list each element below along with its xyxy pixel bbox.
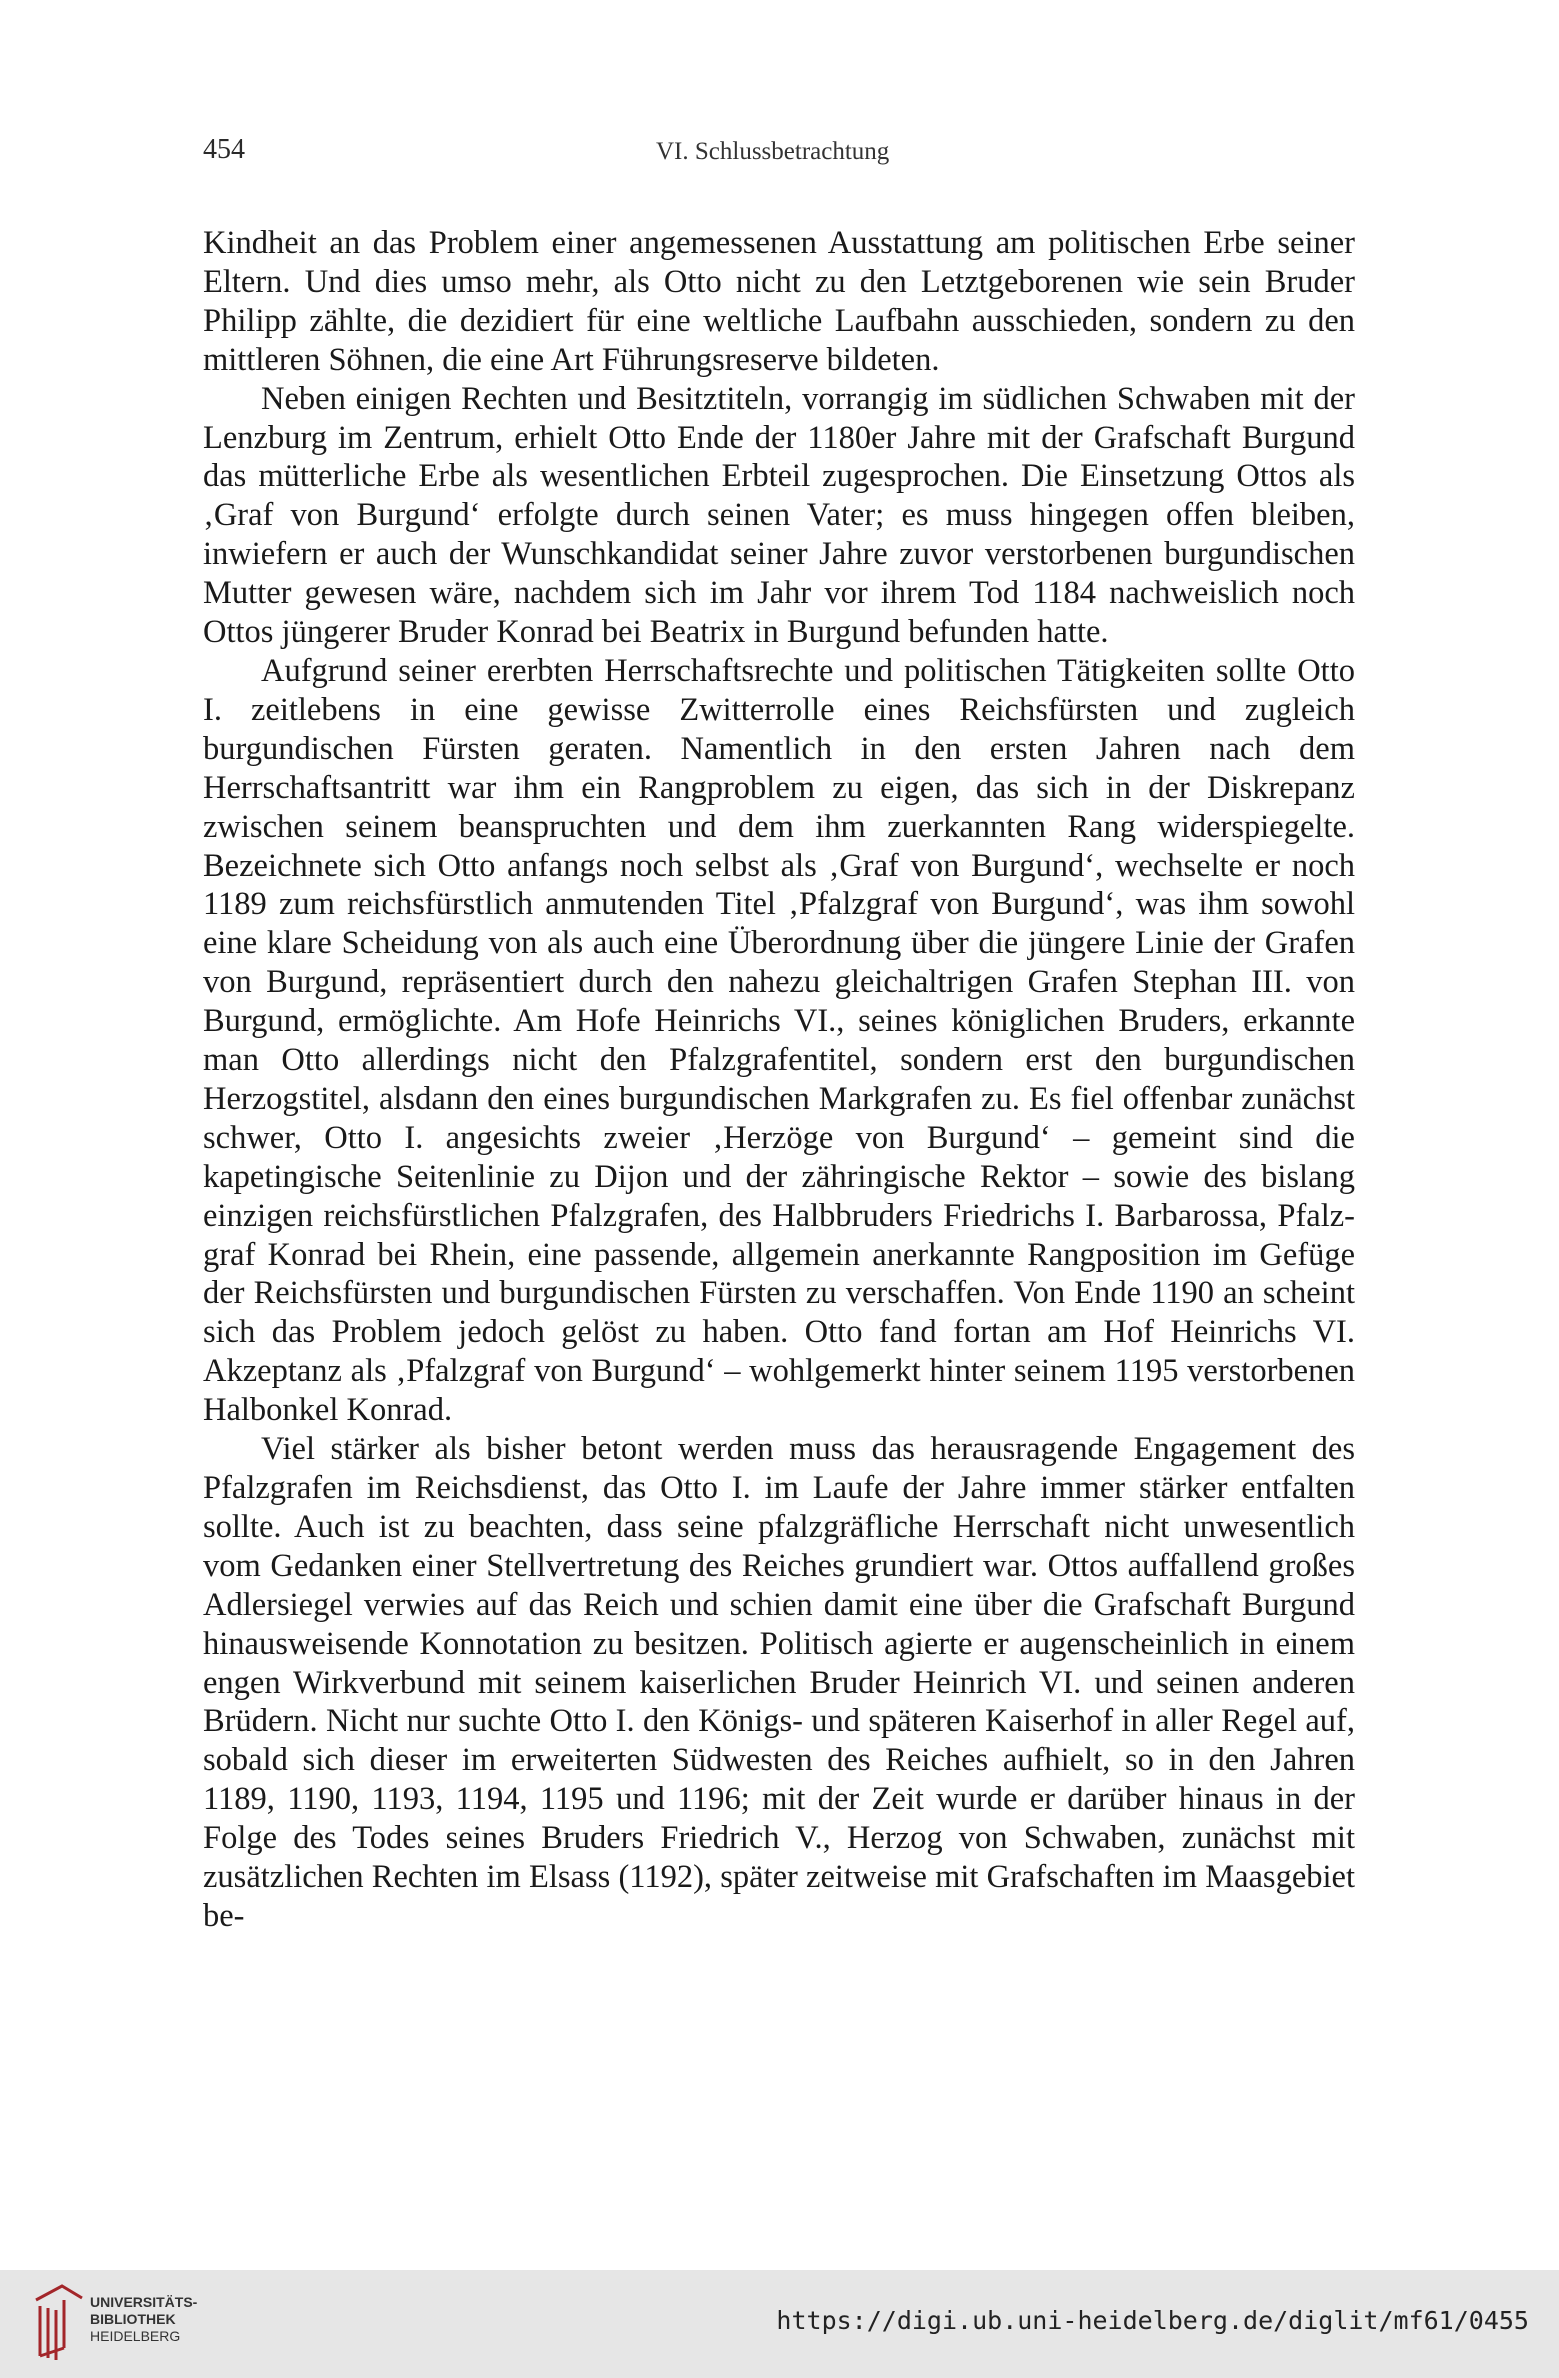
body-text (203, 224, 1355, 1936)
page-number: 454 (203, 134, 245, 165)
library-logo-icon (30, 2278, 88, 2366)
paragraph-1: Kindheit an das Problem einer angemessenen Ausstattung am politischen Erbe seiner Eltern. Und dies umso mehr, als Otto nicht zu den Letztgeborenen wie sein Bruder Philipp zählte, die dezidiert für eine weltliche Laufbahn ausschieden, sondern zu den mittleren Söhnen, die eine Art Führungsreserve bildeten. (203, 225, 1355, 378)
running-head: VI. Schlussbetrachtung (656, 138, 890, 165)
paragraph-4: Viel stärker als bisher betont werden muss das herausragende Engagement des Pfalzgrafen im Reichsdienst, das Otto I. im Laufe der Jahre immer stärker entfalten sollte. Auch ist zu beachten, dass seine pfalzgräfliche Herrschaft nicht unwesentlich vom Gedanken einer Stellvertretung des Reiches grundiert war. Ottos auffallend großes Adlersiegel verwies auf das Reich und schien damit eine über die Grafschaft Burgund hinausweisende Konnotation zu besitzen. Politisch agierte er augenscheinlich in einem engen Wirkverbund mit seinem kaiserlichen Bruder Heinrich VI. und seinen anderen Brüdern. Nicht nur suchte Otto I. den Königs- und späteren Kaiserhof in aller Regel auf, sobald sich dieser im erweiterten Südwesten des Reiches aufhielt, so in den Jahren 1189, 1190, 1193, 1194, 1195 und 1196; mit der Zeit wurde er darüber hinaus in der Folge des Todes seines Bruders Friedrich V., Herzog von Schwaben, zunächst mit zusätzlichen Rechten im Elsass (1192), später zeitweise mit Grafschaften im Maasgebiet be- (203, 1431, 1355, 1934)
paragraph-2: Neben einigen Rechten und Besitztiteln, vorrangig im südlichen Schwaben mit der Lenzburg im Zentrum, erhielt Otto Ende der 1180er Jahre mit der Grafschaft Burgund das mütterliche Erbe als wesentlichen Erbteil zugesprochen. Die Einsetzung Ottos als ‚Graf von Burgund‘ erfolgte durch seinen Vater; es muss hingegen offen bleiben, inwiefern er auch der Wunschkandidat seiner Jahre zuvor verstorbenen burgundischen Mutter gewesen wäre, nachdem sich im Jahr vor ihrem Tod 1184 nachweislich noch Ottos jüngerer Bruder Konrad bei Beatrix in Burgund befunden hatte. (203, 380, 1355, 651)
paragraph-3: Aufgrund seiner ererbten Herrschaftsrechte und politischen Tätigkeiten sollte Otto I. zeitlebens in eine gewisse Zwitterrolle eines Reichsfürsten und zugleich burgundischen Fürsten geraten. Namentlich in den ersten Jahren nach dem Herrschaftsantritt war ihm ein Rangproblem zu eigen, das sich in der Diskrepanz zwischen seinem beanspruchten und dem ihm zuerkannten Rang widerspiegelte. Bezeichnete sich Otto anfangs noch selbst als ‚Graf von Burgund‘, wechselte er noch 1189 zum reichsfürstlich anmutenden Titel ‚Pfalzgraf von Burgund‘, was ihm sowohl eine klare Scheidung von als auch eine Überordnung über die jüngere Linie der Grafen von Burgund, repräsentiert durch den nahezu gleichaltrigen Grafen Stephan III. von Burgund, ermöglichte. Am Hofe Heinrichs VI., seines königlichen Bruders, erkannte man Otto allerdings nicht den Pfalzgrafentitel, sondern erst den burgundischen Herzogstitel, alsdann den eines burgundischen Markgrafen zu. Es fiel offenbar zunächst schwer, Otto I. angesichts zweier ‚Herzöge von Burgund‘ – gemeint sind die kapetingische Seitenlinie zu Dijon und der zähringische Rektor – sowie des bislang einzigen reichsfürstlichen Pfalzgrafen, des Halbbruders Friedrichs I. Barbarossa, Pfalzgraf Konrad bei Rhein, eine passende, allgemein anerkannte Rangposition im Gefüge der Reichsfürsten und burgundischen Fürsten zu verschaffen. Von Ende 1190 an scheint sich das Problem jedoch gelöst zu haben. Otto fand fortan am Hof Heinrichs VI. Akzeptanz als ‚Pfalzgraf von Burgund‘ – wohlgemerkt hinter seinem 1195 verstorbenen Halbonkel Konrad. (203, 652, 1355, 1429)
library-name-line-1: UNIVERSITÄTS- (90, 2294, 198, 2310)
source-url-link[interactable]: https://digi.ub.uni-heidelberg.de/diglit/mf61/0455 (776, 2306, 1529, 2335)
library-name-line-2: BIBLIOTHEK (90, 2311, 176, 2327)
library-name-line-3: HEIDELBERG (90, 2328, 181, 2344)
library-name (90, 2294, 197, 2345)
